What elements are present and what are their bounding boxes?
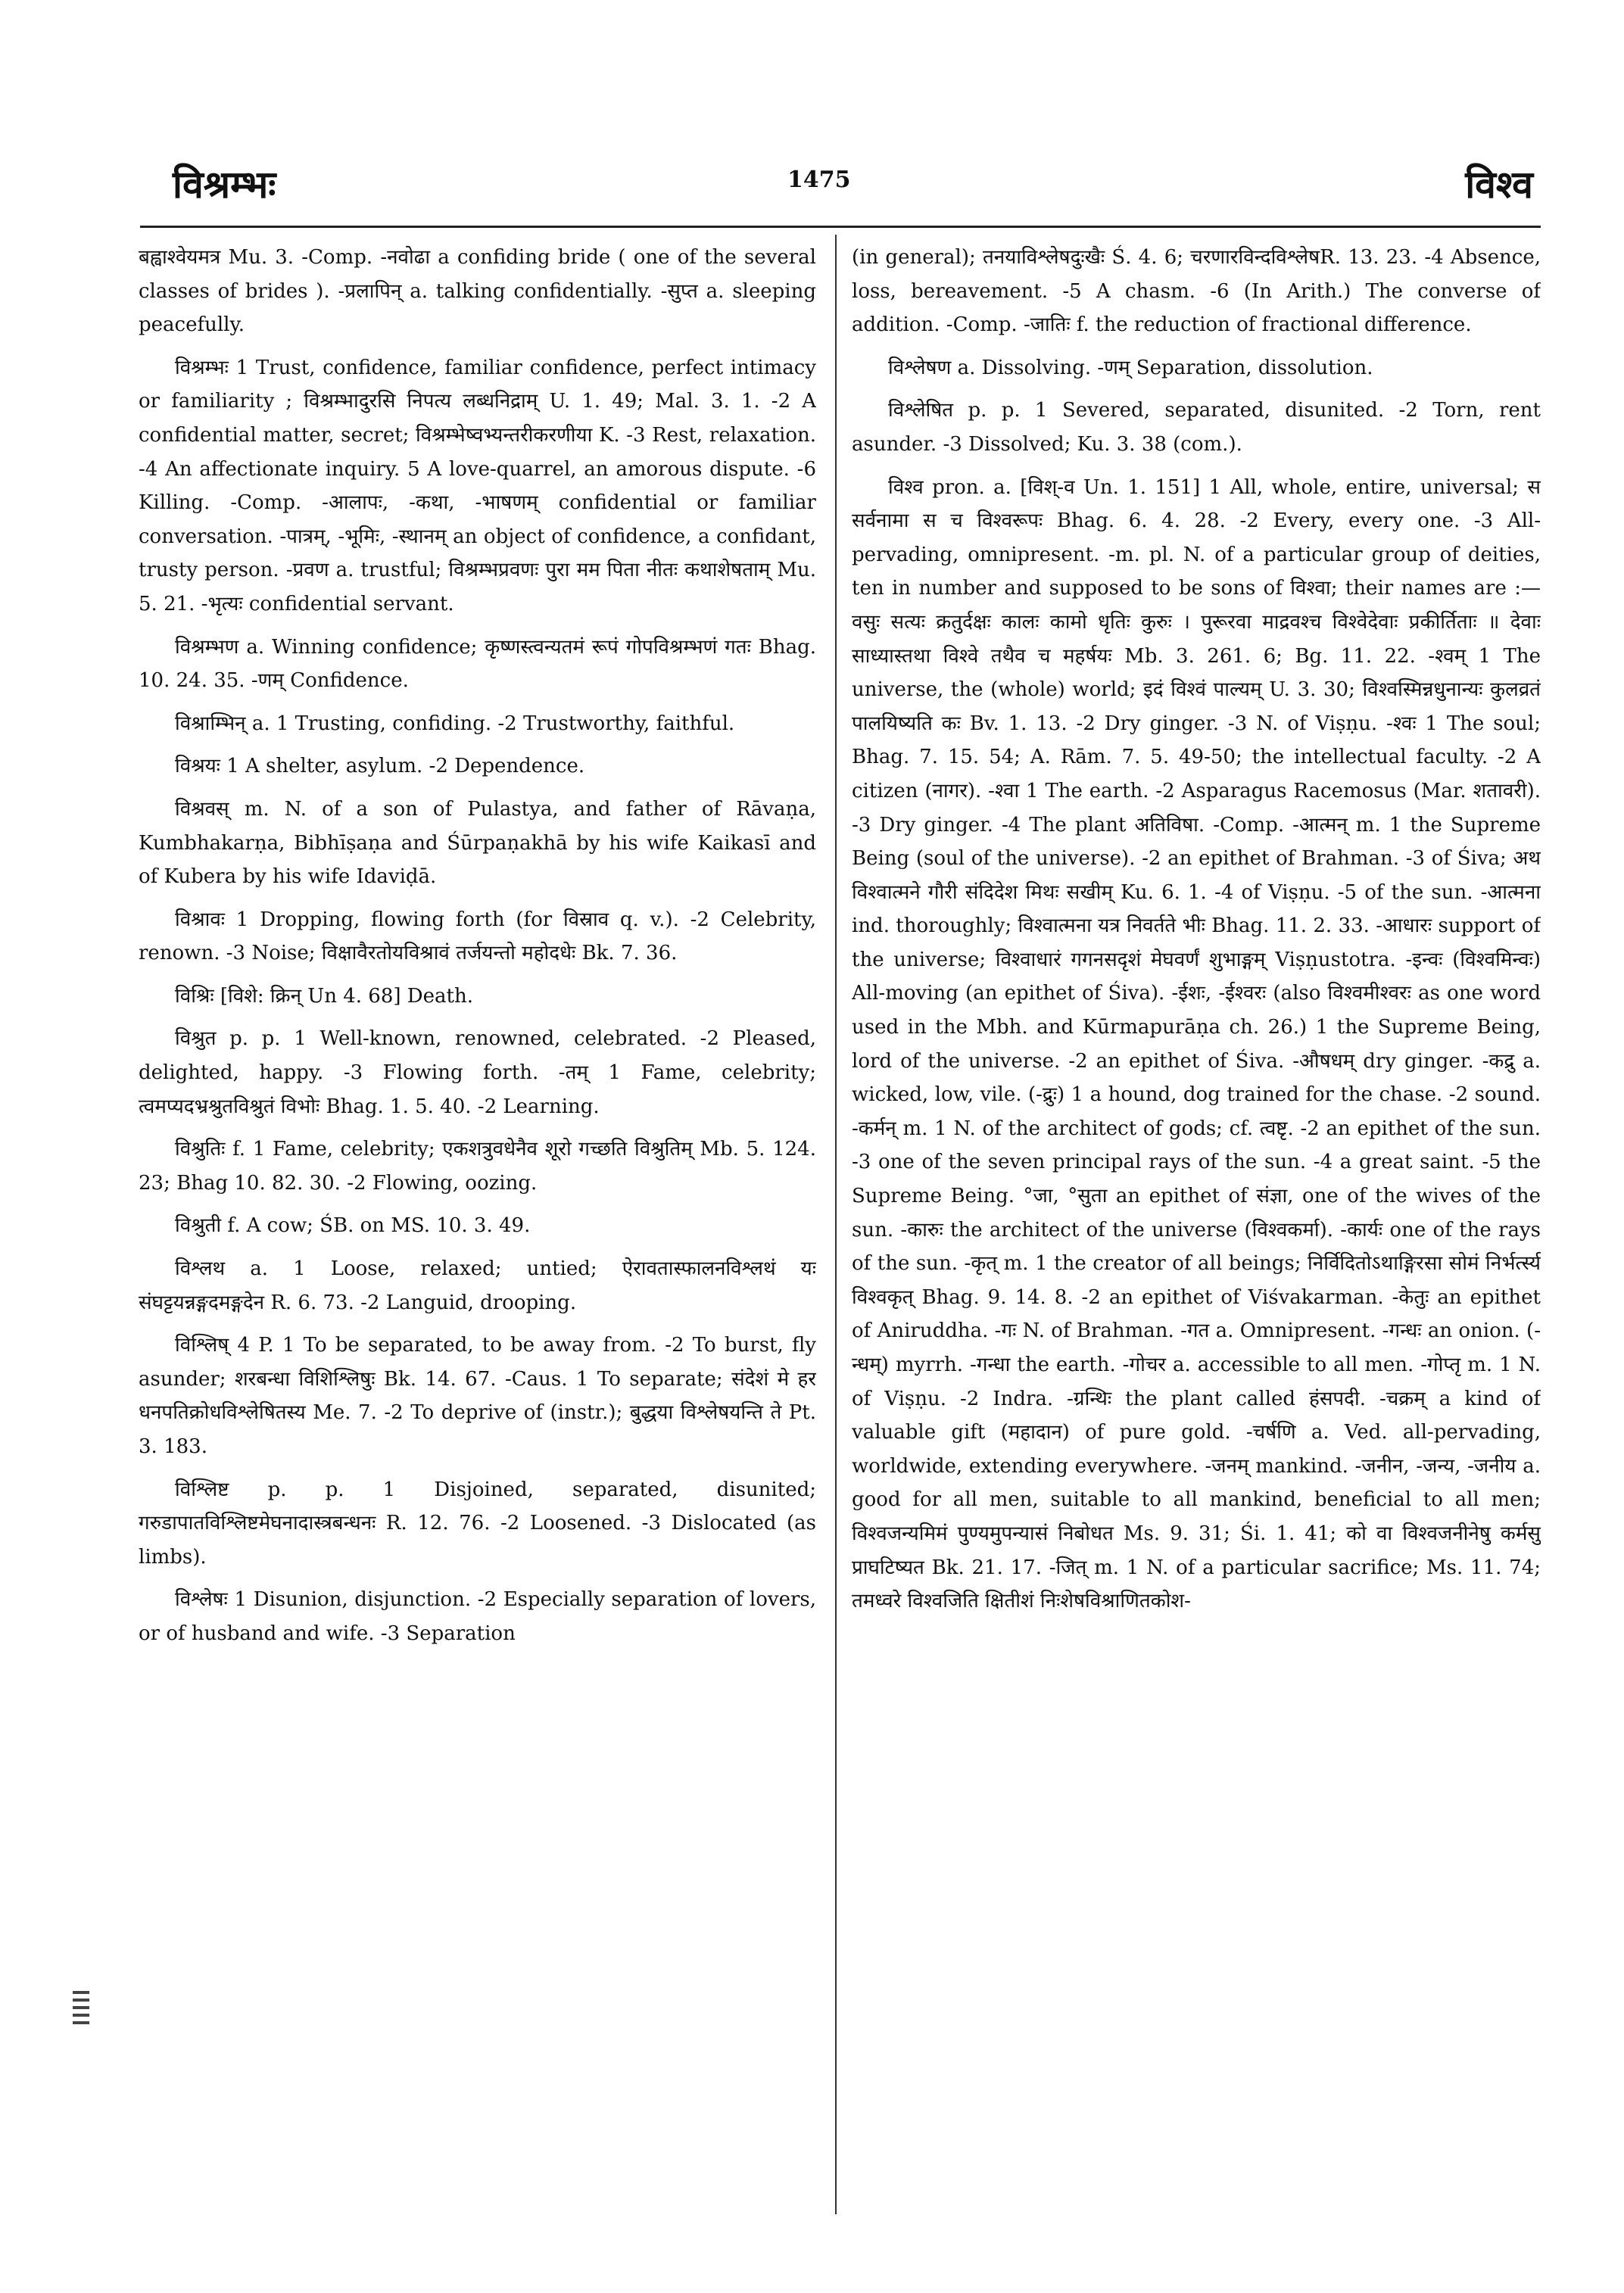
dictionary-entry: विश्लेषः 1 Disunion, disjunction. -2 Especially separation of lovers, or of husband and wife. -3 Separation bbox=[139, 1588, 816, 1645]
dictionary-entry: विश्लथ a. 1 Loose, relaxed; untied; ऐरावतास्फालनविश्लथं यः संघट्टयन्नङ्गदमङ्गदेन R. 6. 73. -2 Languid, drooping. bbox=[139, 1257, 816, 1314]
running-head-right: विश्व bbox=[1465, 162, 1533, 207]
dictionary-entry: विश्रावः 1 Dropping, flowing forth (for विस्राव q. v.). -2 Celebrity, renown. -3 Noise; विक्षावैरतोयविश्रावं तर्जयन्तो महोदधेः Bk. 7. 36. bbox=[139, 908, 816, 965]
dictionary-entry: विश्रुती f. A cow; ŚB. on MS. 10. 3. 49. bbox=[175, 1214, 531, 1238]
dictionary-entry: विश्लेषण a. Dissolving. -णम् Separation, dissolution. bbox=[888, 356, 1373, 379]
running-head-left: विश्रम्भः bbox=[173, 162, 276, 207]
dictionary-entry: विश्रुतिः f. 1 Fame, celebrity; एकशत्रुवधेनैव शूरो गच्छति विश्रुतिम् Mb. 5. 124. 23; Bhag 10. 82. 30. -2 Flowing, oozing. bbox=[139, 1138, 816, 1195]
dictionary-entry: विश्लिष् 4 P. 1 To be separated, to be away from. -2 To burst, fly asunder; शरबन्धा विशिश्लिषुः Bk. 14. 67. -Caus. 1 To separate; संदेशं मे हर धनपतिक्रोधविश्लेषितस्य Me. 7. -2 To deprive of (instr.); बुद्धया विश्लेषयन्ति ते Pt. 3. 183. bbox=[139, 1334, 816, 1458]
right-column bbox=[852, 241, 1541, 2239]
dictionary-entry: विश्व pron. a. [विश्-व Un. 1. 151] 1 All, whole, entire, universal; स सर्वनामा स च विश्वरूपः Bhag. 6. 4. 28. -2 Every, every one. -3 All-pervading, omnipresent. -m. pl. N. of a particular group of deities, ten in number and supposed to be sons of विश्वा; their names are :— वसुः सत्यः क्रतुर्दक्षः कालः कामो धृतिः कुरुः । पुरूरवा माद्रवश्च विश्वेदेवाः प्रकीर्तिताः ॥ देवाः साध्यास्तथा विश्वे तथैव च महर्षयः Mb. 3. 261. 6; Bg. 11. 22. -श्वम् 1 The universe, the (whole) world; इदं विश्वं पाल्यम् U. 3. 30; विश्वस्मिन्नधुनान्यः कुलव्रतं पालयिष्यति कः Bv. 1. 13. -2 Dry ginger. -3 N. of Viṣṇu. -श्वः 1 The soul; Bhag. 7. 15. 54; A. Rām. 7. 5. 49-50; the intellectual faculty. -2 A citizen (नागर). -श्वा 1 The earth. -2 Asparagus Racemosus (Mar. शतावरी). -3 Dry ginger. -4 The plant अतिविषा. -Comp. -आत्मन् m. 1 the Supreme Being (soul of the universe). -2 an epithet of Brahman. -3 of Śiva; अथ विश्वात्मने गौरी संदिदेश मिथः सखीम् Ku. 6. 1. -4 of Viṣṇu. -5 of the sun. -आत्मना ind. thoroughly; विश्वात्मना यत्र निवर्तते भीः Bhag. 11. 2. 33. -आधारः support of the universe; विश्वाधारं गगनसदृशं मेघवर्णं शुभाङ्गम् Viṣṇustotra. -इन्वः (विश्वमिन्वः) All-moving (an epithet of Śiva). -ईशः, -ईश्वरः (also विश्वमीश्वरः as one word used in the Mbh. and Kūrmapurāṇa ch. 26.) 1 the Supreme Being, lord of the universe. -2 an epithet of Śiva. -औषधम् dry ginger. -कद्रु a. wicked, low, vile. (-द्रुः) 1 a hound, dog trained for the chase. -2 sound. -कर्मन् m. 1 N. of the architect of gods; cf. त्वष्टृ. -2 an epithet of the sun. -3 one of the seven principal rays of the sun. -4 a great saint. -5 the Supreme Being. °जा, °सुता an epithet of संज्ञा, one of the wives of the sun. -कारुः the architect of the universe (विश्वकर्मा). -कार्यः one of the rays of the sun. -कृत् m. 1 the creator of all beings; निर्विदितोऽथाङ्गिरसा सोमं निर्भर्त्स्य विश्वकृत् Bhag. 9. 14. 8. -2 an epithet of Viśvakarman. -केतुः an epithet of Aniruddha. -गः N. of Brahman. -गत a. Omnipresent. -गन्धः an onion. (-न्धम्) myrrh. -गन्धा the earth. -गोचर a. accessible to all men. -गोप्तृ m. 1 N. of Viṣṇu. -2 Indra. -ग्रन्थिः the plant called हंसपदी. -चक्रम् a kind of valuable gift (महादान) of pure gold. -चर्षणि a. Ved. all-pervading, worldwide, extending everywhere. -जनम् mankind. -जनीन, -जन्य, -जनीय a. good for all men, suitable to all mankind, beneficial to all men; विश्वजन्यमिमं पुण्यमुपन्यासं निबोधत Ms. 9. 31; Śi. 1. 41; को वा विश्वजनीनेषु कर्मसु प्राघटिष्यत Bk. 21. 17. -जित् m. 1 N. of a particular sacrifice; Ms. 11. 74; तमध्वरे विश्वजिति क्षितीशं निःशेषविश्राणितकोश- bbox=[852, 475, 1541, 1613]
dictionary-entry: विश्रम्भण a. Winning confidence; कृष्णस्त्वन्यतमं रूपं गोपविश्रम्भणं गतः Bhag. 10. 24. 35. -णम् Confidence. bbox=[139, 635, 816, 693]
column-divider bbox=[835, 235, 837, 2214]
dictionary-entry: विश्लिष्ट p. p. 1 Disjoined, separated, disunited; गरुडापातविश्लिष्टमेघनादास्त्रबन्धनः R. 12. 76. -2 Loosened. -3 Dislocated (as limbs). bbox=[139, 1478, 816, 1569]
dictionary-entry: विश्लेषित p. p. 1 Severed, separated, disunited. -2 Torn, rent asunder. -3 Dissolved; Ku. 3. 38 (com.). bbox=[852, 399, 1541, 456]
scan-margin-mark bbox=[73, 1991, 89, 2036]
dictionary-entry: विश्रिः [विशे: क्रिन् Un 4. 68] Death. bbox=[175, 984, 473, 1008]
page-number: 1475 bbox=[787, 167, 851, 193]
header-rule bbox=[140, 226, 1541, 228]
dictionary-entry: विश्रवस् m. N. of a son of Pulastya, and father of Rāvaṇa, Kumbhakarṇa, Bibhīṣaṇa and Śūrpaṇakhā by his wife Kaikasī and of Kubera by his wife Idaviḍā. bbox=[139, 797, 816, 889]
dictionary-entry: विश्रम्भः 1 Trust, confidence, familiar confidence, perfect intimacy or familiarity ; विश्रम्भादुरसि निपत्य लब्धनिद्राम् U. 1. 49; Mal. 3. 1. -2 A confidential matter, secret; विश्रम्भेष्वभ्यन्तरीकरणीया K. -3 Rest, relaxation. -4 An affectionate inquiry. 5 A love-quarrel, an amorous dispute. -6 Killing. -Comp. -आलापः, -कथा, -भाषणम् confidential or familiar conversation. -पात्रम्, -भूमिः, -स्थानम् an object of confidence, a confidant, trusty person. -प्रवण a. trustful; विश्रम्भप्रवणः पुरा मम पिता नीतः कथाशेषताम् Mu. 5. 21. -भृत्यः confidential servant. bbox=[139, 356, 816, 615]
dictionary-entry: विश्रयः 1 A shelter, asylum. -2 Dependence. bbox=[175, 755, 585, 778]
left-column bbox=[139, 241, 816, 2239]
dictionary-entry: विश्रुत p. p. 1 Well-known, renowned, celebrated. -2 Pleased, delighted, happy. -3 Flowing forth. -तम् 1 Fame, celebrity; त्वमप्यदभ्रश्रुतविश्रुतं विभोः Bhag. 1. 5. 40. -2 Learning. bbox=[139, 1027, 816, 1118]
dictionary-entry: बह्वाश्वेयमत्र Mu. 3. -Comp. -नवोढा a confiding bride ( one of the several classes of brides ). -प्रलापिन् a. talking confidentially. -सुप्त a. sleeping peacefully. bbox=[139, 246, 816, 337]
dictionary-entry: विश्राम्भिन् a. 1 Trusting, confiding. -2 Trustworthy, faithful. bbox=[175, 712, 735, 735]
dictionary-entry: (in general); तनयाविश्लेषदुःखैः Ś. 4. 6; चरणारविन्दविश्लेषR. 13. 23. -4 Absence, loss, bereavement. -5 A chasm. -6 (In Arith.) The converse of addition. -Comp. -जातिः f. the reduction of fractional difference. bbox=[852, 246, 1541, 337]
